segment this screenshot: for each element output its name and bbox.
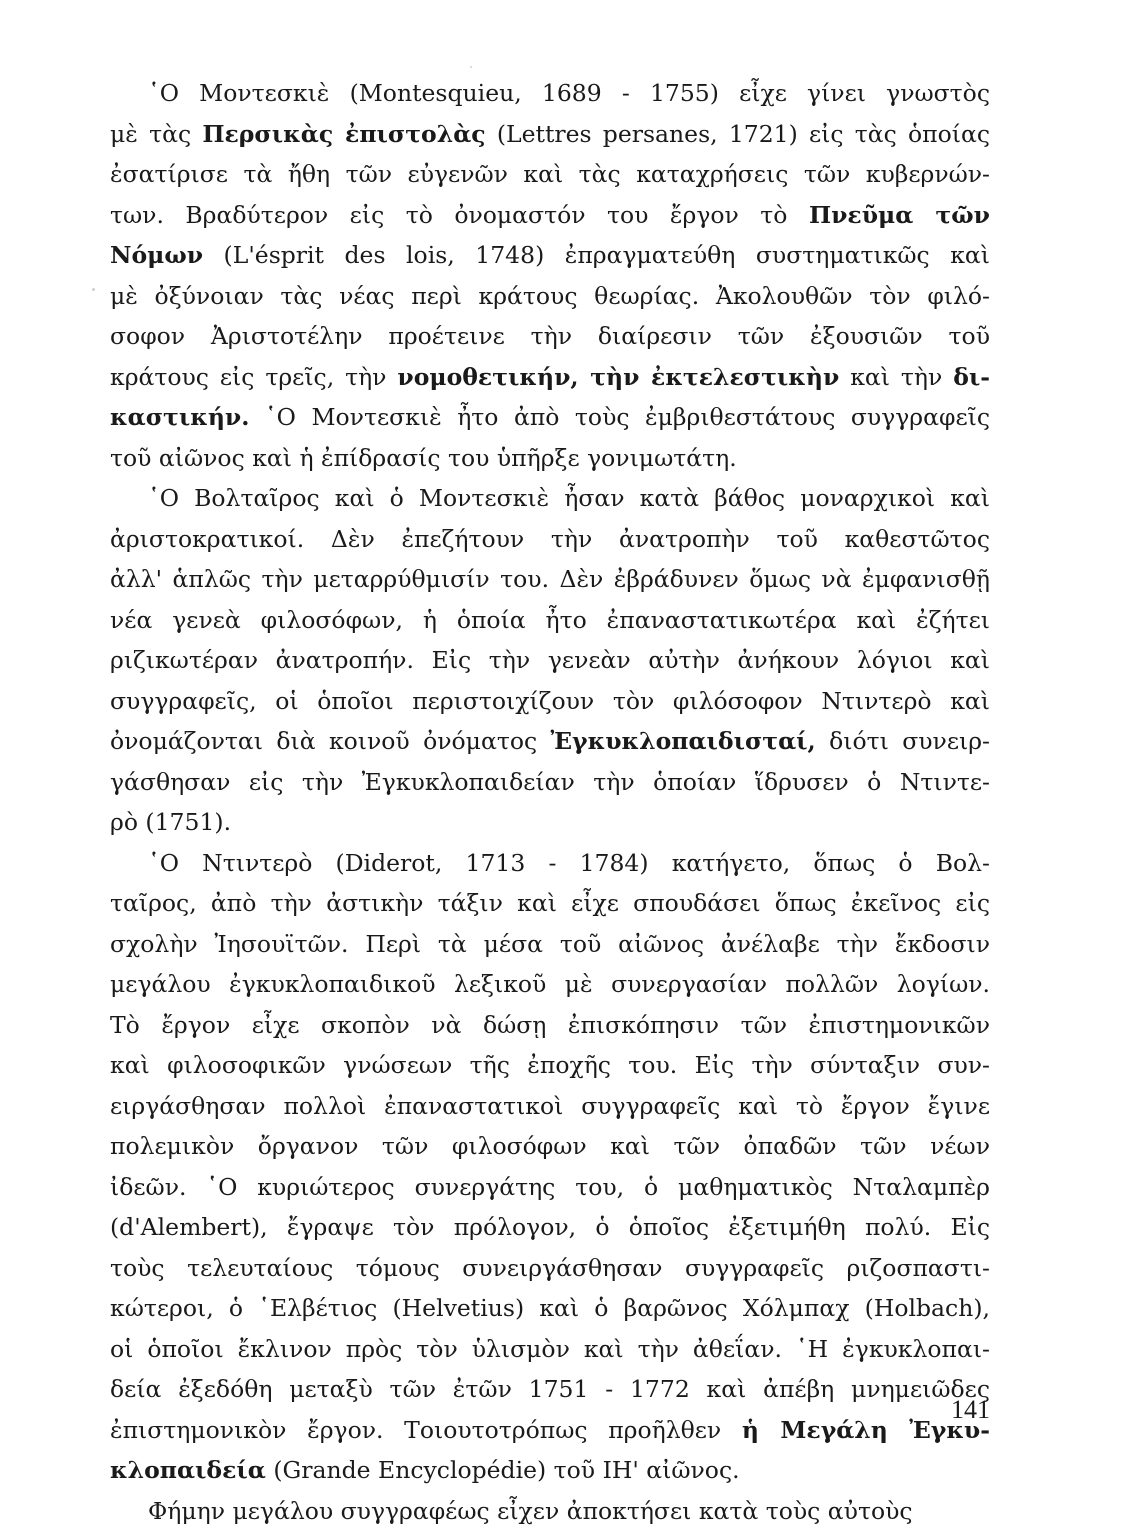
text-run: καὶ τὴν	[839, 362, 954, 391]
text-line	[110, 438, 990, 478]
text-run: ἀριστοκρατικοί. Δὲν ἐπεζήτουν τὴν ἀνατροπὴν τοῦ καθεστῶτος	[110, 524, 990, 553]
text-run: ἰδεῶν. ῾Ο κυριώτερος συνεργάτης του, ὁ μαθηματικὸς Νταλαμπὲρ	[110, 1172, 990, 1201]
text-line	[110, 1450, 990, 1490]
bold-term: Πνεῦμα τῶν	[808, 200, 990, 229]
text-run: (d'Alembert), ἔγραψε τὸν πρόλογον, ὁ ὁποῖος ἐξετιμήθη πολύ. Εἰς	[110, 1213, 990, 1241]
text-line	[110, 600, 990, 640]
bold-term: κλοπαιδεία	[110, 1456, 266, 1484]
text-run: οἱ ὁποῖοι ἔκλινον πρὸς τὸν ὑλισμὸν καὶ τὴν ἀθεΐαν. ῾Η ἐγκυκλοπαι-	[110, 1334, 990, 1363]
text-line	[110, 195, 990, 235]
text-line	[110, 154, 990, 194]
text-run: (Lettres persanes, 1721) εἰς τὰς ὁποίας	[485, 119, 990, 148]
text-line	[110, 316, 990, 356]
text-run: ῾Ο Μοντεσκιὲ ἦτο ἀπὸ τοὺς ἐμβριθεστάτους συγγραφεῖς	[249, 403, 990, 431]
bold-term: ἡ Μεγάλη Ἐγκυ-	[741, 1415, 990, 1444]
text-line	[110, 114, 990, 154]
text-run: ῾Ο Βολταῖρος καὶ ὁ Μοντεσκιὲ ἦσαν κατὰ βάθος μοναρχικοὶ καὶ	[148, 484, 990, 512]
text-line	[110, 397, 990, 437]
text-run: καὶ φιλοσοφικῶν γνώσεων τῆς ἐποχῆς του. Εἰς τὴν σύνταξιν συν-	[110, 1051, 990, 1079]
text-run: ἀλλ' ἁπλῶς τὴν μεταρρύθμισίν του. Δὲν ἐβράδυνεν ὅμως νὰ ἐμφανισθῇ	[110, 565, 990, 593]
text-run: τοῦ αἰῶνος καὶ ἡ ἐπίδρασίς του ὑπῆρξε γονιμωτάτη.	[110, 443, 737, 472]
bold-term: δι-	[953, 362, 991, 391]
bold-term: νομοθετικήν, τὴν ἐκτελεστικὴν	[397, 362, 840, 391]
text-line	[110, 1329, 990, 1369]
text-line	[110, 1086, 990, 1126]
text-run: ριζικωτέραν ἀνατροπήν. Εἰς τὴν γενεὰν αὐτὴν ἀνήκουν λόγιοι καὶ	[110, 646, 990, 674]
bold-term: καστικήν.	[110, 403, 250, 431]
text-line	[110, 357, 990, 397]
text-line	[110, 519, 990, 559]
bold-term: Ἐγκυκλοπαιδισταί,	[550, 727, 816, 755]
text-run: μὲ τὰς	[110, 119, 203, 148]
text-run: γάσθησαν εἰς τὴν Ἐγκυκλοπαιδείαν τὴν ὁποίαν ἵδρυσεν ὁ Ντιντε-	[110, 767, 990, 796]
text-run: των. Βραδύτερον εἰς τὸ ὀνομαστόν του ἔργον τὸ	[110, 200, 809, 229]
paragraph-first-line	[148, 478, 990, 518]
text-line	[110, 924, 990, 964]
text-line	[110, 640, 990, 680]
text-run: ὀνομάζονται διὰ κοινοῦ ὀνόματος	[110, 727, 551, 755]
paragraph-first-line	[148, 73, 990, 113]
text-run: ῾Ο Μοντεσκιὲ (Montesquieu, 1689 - 1755) εἶχε γίνει γνωστὸς	[148, 79, 990, 107]
text-run: συγγραφεῖς, οἱ ὁποῖοι περιστοιχίζουν τὸν φιλόσοφον Ντιντερὸ καὶ	[110, 686, 990, 715]
text-run: ταῖρος, ἀπὸ τὴν ἀστικὴν τάξιν καὶ εἶχε σπουδάσει ὅπως ἐκεῖνος εἰς	[110, 889, 990, 917]
text-line	[110, 883, 990, 923]
text-line	[110, 802, 990, 842]
text-run: ῾Ο Ντιντερὸ (Diderot, 1713 - 1784) κατήγετο, ὅπως ὁ Βολ-	[148, 848, 990, 877]
text-run: δεία ἐξεδόθη μεταξὺ τῶν ἐτῶν 1751 - 1772 καὶ ἀπέβη μνημειῶδες	[110, 1375, 990, 1403]
scan-speck	[470, 66, 472, 68]
text-line	[110, 964, 990, 1004]
text-line	[110, 559, 990, 599]
bold-term: Περσικὰς ἐπιστολὰς	[202, 119, 486, 148]
text-line	[110, 1167, 990, 1207]
scan-speck	[92, 288, 95, 291]
text-line	[110, 1248, 990, 1288]
text-run: πολεμικὸν ὄργανον τῶν φιλοσόφων καὶ τῶν ὀπαδῶν τῶν νέων	[110, 1132, 990, 1160]
text-line	[110, 681, 990, 721]
text-run: μεγάλου ἐγκυκλοπαιδικοῦ λεξικοῦ μὲ συνεργασίαν πολλῶν λογίων.	[110, 970, 990, 998]
text-line	[110, 1126, 990, 1166]
text-run: (Grande Encyclopédie) τοῦ ΙΗ' αἰῶνος.	[265, 1456, 740, 1484]
text-run: Φήμην μεγάλου συγγραφέως εἶχεν ἀποκτήσει κατὰ τοὺς αὐτοὺς	[148, 1496, 913, 1525]
text-run: μὲ ὀξύνοιαν τὰς νέας περὶ κράτους θεωρίας. Ἀκολουθῶν τὸν φιλό-	[110, 281, 990, 310]
text-run: διότι συνειρ-	[815, 727, 990, 755]
text-line	[110, 1005, 990, 1045]
text-run: κώτεροι, ὁ ῾Ελβέτιος (Helvetius) καὶ ὁ βαρῶνος Χόλμπαχ (Holbach),	[110, 1294, 990, 1322]
text-run: Τὸ ἔργον εἶχε σκοπὸν νὰ δώσῃ ἐπισκόπησιν τῶν ἐπιστημονικῶν	[110, 1010, 990, 1039]
text-line	[110, 235, 990, 275]
text-line	[110, 721, 990, 761]
text-run: σοφον Ἀριστοτέλην προέτεινε τὴν διαίρεσιν τῶν ἐξουσιῶν τοῦ	[110, 322, 990, 350]
text-run: σχολὴν Ἰησουϊτῶν. Περὶ τὰ μέσα τοῦ αἰῶνος ἀνέλαβε τὴν ἔκδοσιν	[110, 929, 990, 958]
text-line	[110, 276, 990, 316]
text-run: ἐσατίρισε τὰ ἤθη τῶν εὐγενῶν καὶ τὰς καταχρήσεις τῶν κυβερνών-	[110, 160, 990, 188]
text-line	[110, 1207, 990, 1247]
text-line	[110, 762, 990, 802]
text-run: ειργάσθησαν πολλοὶ ἐπαναστατικοὶ συγγραφεῖς καὶ τὸ ἔργον ἔγινε	[110, 1091, 990, 1120]
text-run: κράτους εἰς τρεῖς, τὴν	[110, 362, 398, 391]
paragraph-first-line	[148, 1491, 990, 1531]
text-line	[110, 1369, 990, 1409]
text-line	[110, 1288, 990, 1328]
text-run: ἐπιστημονικὸν ἔργον. Τοιουτοτρόπως προῆλθεν	[110, 1415, 742, 1444]
bold-term: Νόμων	[110, 241, 204, 269]
text-run: ρὸ (1751).	[110, 808, 232, 836]
text-line	[110, 1410, 990, 1450]
text-run: τοὺς τελευταίους τόμους συνειργάσθησαν συγγραφεῖς ριζοσπαστι-	[110, 1253, 990, 1282]
text-run: νέα γενεὰ φιλοσόφων, ἡ ὁποία ἦτο ἐπαναστατικωτέρα καὶ ἐζήτει	[110, 605, 990, 634]
text-line	[110, 1045, 990, 1085]
text-run: (L'ésprit des lois, 1748) ἐπραγματεύθη συστηματικῶς καὶ	[203, 241, 990, 269]
paragraph-first-line	[148, 843, 990, 883]
page-number: 141	[951, 1395, 990, 1424]
